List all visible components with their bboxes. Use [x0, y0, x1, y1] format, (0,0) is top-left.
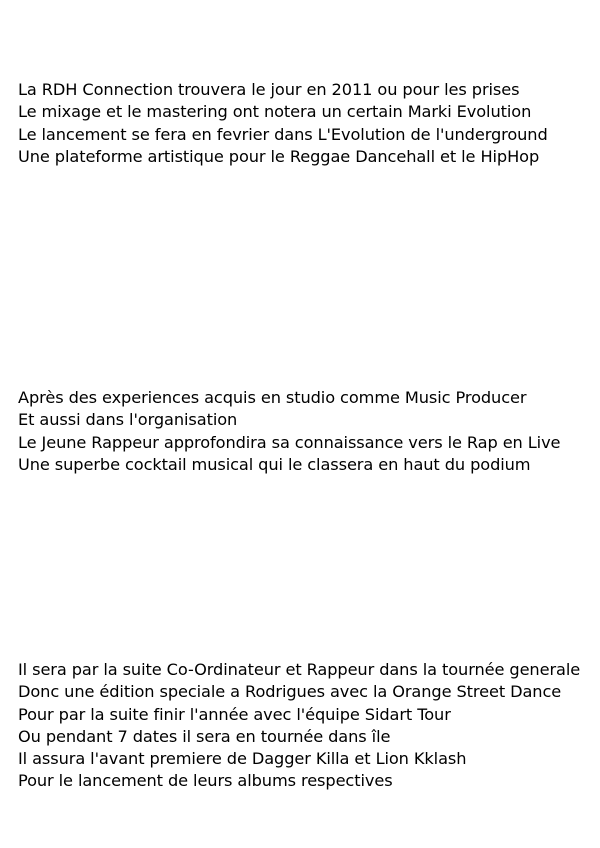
text-line: Pour le lancement de leurs albums respectives: [18, 771, 393, 791]
text-line: Il assura l'avant premiere de Dagger Killa et Lion Kklash: [18, 749, 467, 769]
text-line: Après des experiences acquis en studio comme Music Producer: [18, 388, 527, 407]
stanza-music-producer: [18, 387, 596, 476]
text-line: Une plateforme artistique pour le Reggae Dancehall et le HipHop: [18, 146, 540, 166]
text-line: La RDH Connection trouvera le jour en 2011 ou pour les prises: [18, 80, 520, 99]
text-line: Et aussi dans l'organisation: [18, 410, 238, 430]
text-line: Ou pendant 7 dates il sera en tournée dans île: [18, 726, 391, 746]
text-line: Le lancement se fera en fevrier dans L'Evolution de l'underground: [18, 124, 548, 144]
text-line: Donc une édition speciale a Rodrigues avec la Orange Street Dance: [18, 682, 562, 702]
stanza-rdh-connection: [18, 79, 596, 168]
text-line: Pour par la suite finir l'année avec l'équipe Sidart Tour: [18, 704, 451, 724]
text-line: Il sera par la suite Co-Ordinateur et Rappeur dans la tournée generale: [18, 660, 581, 679]
text-line: Le mixage et le mastering ont notera un certain Marki Evolution: [18, 102, 532, 122]
stanza-tour: [18, 659, 596, 793]
text-line: Une superbe cocktail musical qui le classera en haut du podium: [18, 454, 531, 474]
text-line: Le Jeune Rappeur approfondira sa connaissance vers le Rap en Live: [18, 432, 561, 452]
